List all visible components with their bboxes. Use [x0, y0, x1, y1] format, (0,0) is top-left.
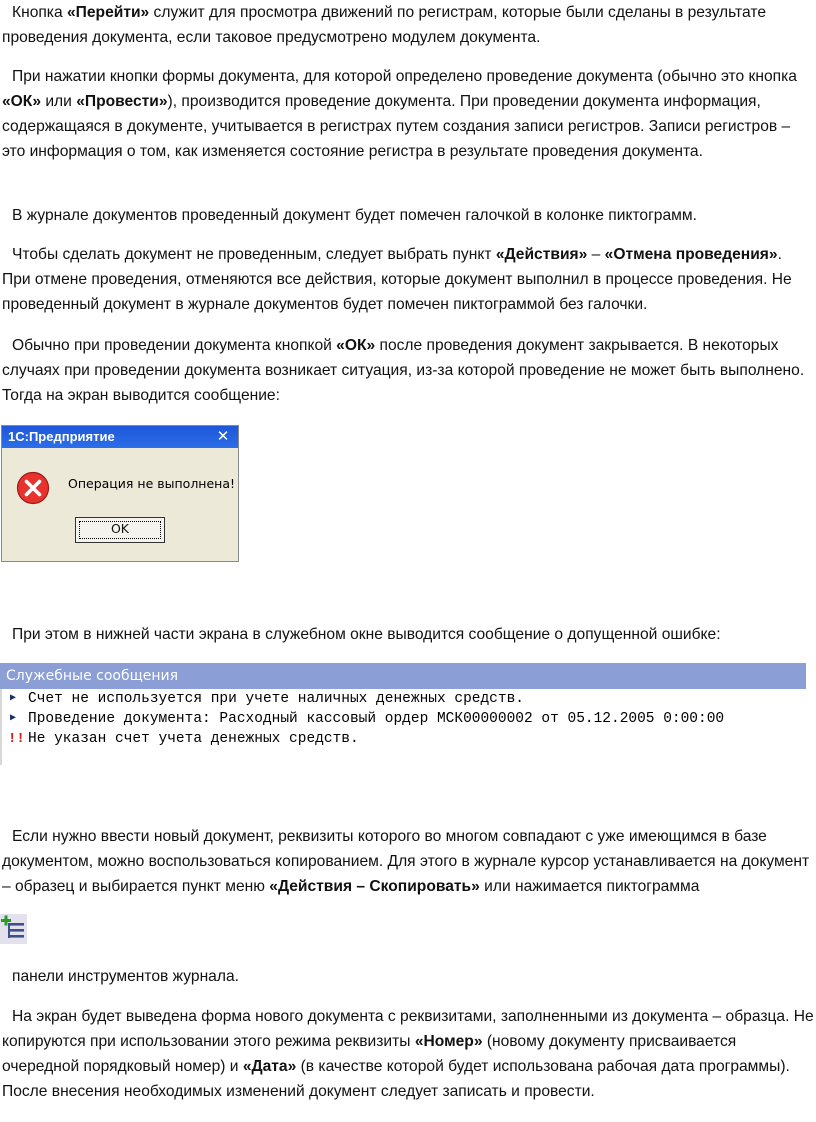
message-text: Не указан счет учета денежных средств. [28, 731, 359, 747]
error-icon [16, 471, 50, 505]
dialog-title: 1С:Предприятие [8, 429, 115, 444]
text: . При отмене проведения, отменяются все действия, которые документ выполнил в процессе проведения. Не проведенный документ в журнале документов будет помечен пиктограммой без галочки. [2, 246, 792, 313]
bold-term-data: «Дата» [242, 1058, 297, 1075]
text: Чтобы сделать документ не проведенным, следует выбрать пункт [12, 246, 496, 263]
text: ), производится проведение документа. При проведении документа информация, содержащаяся в документе, учитывается в регистрах путем создания записи регистров. Записи регистров – это информация о том, как изменяется состояние регистра в результате проведения документа. [2, 93, 791, 160]
error-dialog [1, 425, 239, 562]
text: или нажимается пиктограмма [479, 878, 700, 895]
message-text: Счет не используется при учете наличных денежных средств. [28, 691, 524, 707]
paragraph-1 [2, 0, 814, 50]
bold-term-provesti: «Провести» [76, 93, 168, 110]
text: – [587, 246, 605, 263]
bold-term-otmena-provedeniya: «Отмена проведения» [604, 246, 778, 263]
arrow-right-icon: ▶ [10, 693, 17, 704]
error-mark-icon: !! [8, 731, 25, 747]
close-icon[interactable]: ✕ [216, 428, 230, 445]
bold-term-ok: «ОК» [336, 337, 376, 354]
service-messages-title: Служебные сообщения [0, 663, 806, 689]
service-messages-panel [0, 663, 806, 765]
bold-term-deistviya-skopirovat: «Действия – Скопировать» [269, 878, 480, 895]
text: На экран будет выведена форма нового документа с реквизитами, заполненными из документа – образца. Не копируются при использовании этого режима реквизиты [2, 1008, 814, 1050]
text: после проведения документ закрывается. В некоторых случаях при проведении документа возникает ситуация, из-за которой проведение не может быть выполнено. Тогда на экран выводится сообщение: [2, 337, 805, 404]
bold-term-nomer: «Номер» [414, 1033, 483, 1050]
service-messages-list [0, 689, 808, 765]
copy-document-icon [0, 914, 27, 944]
text: Кнопка [12, 4, 67, 21]
message-row[interactable] [2, 709, 808, 729]
message-row[interactable] [2, 689, 808, 709]
paragraph-4 [2, 242, 814, 317]
bold-term-pereiti: «Перейти» [66, 4, 150, 21]
paragraph-9 [2, 1004, 814, 1104]
dialog-message: Операция не выполнена! [68, 476, 236, 491]
paragraph-6: При этом в нижней части экрана в служебном окне выводится сообщение о допущенной ошибке: [12, 626, 721, 643]
message-row[interactable] [2, 729, 808, 749]
paragraph-3: В журнале документов проведенный документ будет помечен галочкой в колонке пиктограмм. [12, 207, 697, 224]
dialog-title-bar [2, 426, 238, 448]
message-text: Проведение документа: Расходный кассовый ордер МСК00000002 от 05.12.2005 0:00:00 [28, 711, 725, 727]
text: При нажатии кнопки формы документа, для которой определено проведение документа (обычно это кнопка [12, 68, 797, 85]
paragraph-7 [2, 824, 814, 899]
paragraph-5 [2, 333, 814, 408]
text: Обычно при проведении документа кнопкой [12, 337, 337, 354]
text: или [41, 93, 77, 110]
text: (в качестве которой будет использована рабочая дата программы). После внесения необходимых изменений документ следует записать и провести. [2, 1058, 790, 1100]
bold-term-ok: «ОК» [2, 93, 41, 110]
arrow-right-icon: ▶ [10, 713, 17, 724]
text: (новому документу присваивается очередной порядковый номер) и [2, 1033, 737, 1075]
paragraph-2 [2, 64, 814, 164]
text: Если нужно ввести новый документ, реквизиты которого во многом совпадают с уже имеющимся в базе документом, можно воспользоваться копированием. Для этого в журнале курсор устанавливается на документ – образец и выбирается пункт меню [2, 828, 810, 895]
paragraph-8: панели инструментов журнала. [12, 968, 239, 985]
ok-button[interactable]: OK [75, 517, 165, 543]
bold-term-deistviya: «Действия» [495, 246, 588, 263]
text: служит для просмотра движений по регистрам, которые были сделаны в результате проведения документа, если таковое предусмотрено модулем документа. [2, 4, 766, 46]
